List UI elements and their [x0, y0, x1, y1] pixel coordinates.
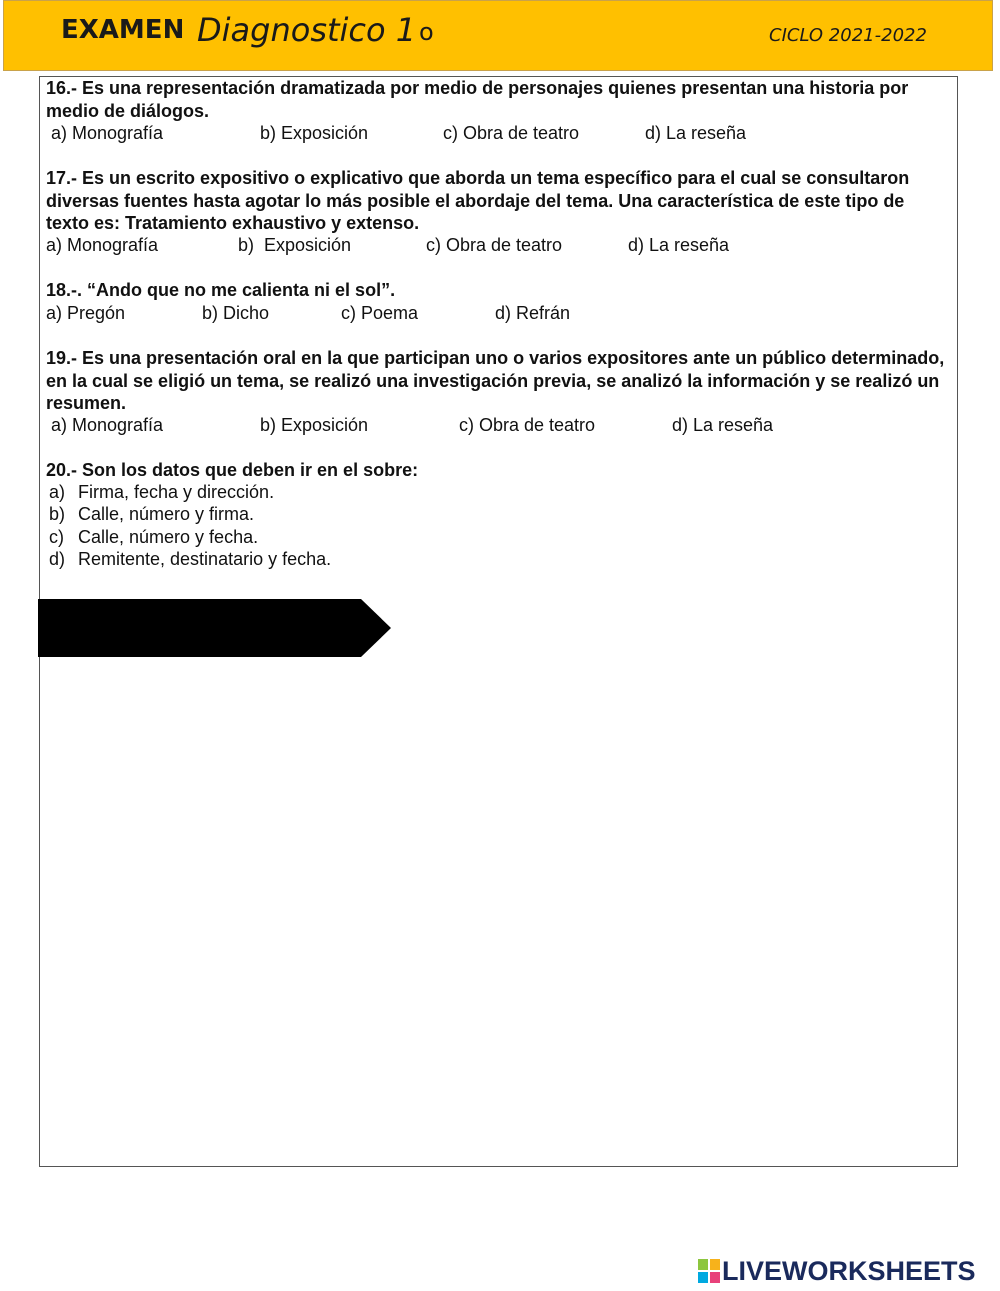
question-16-option-b[interactable]: b) Exposición — [260, 123, 369, 143]
question-19-option-c[interactable]: c) Obra de teatro — [459, 415, 596, 435]
option-letter: c) — [49, 527, 64, 547]
question-20-option-c[interactable] — [49, 526, 258, 549]
question-20-option-d[interactable] — [49, 548, 331, 571]
option-letter: b) — [49, 504, 66, 524]
question-16-option-a[interactable]: a) Monografía — [51, 123, 164, 143]
question-19-option-b[interactable]: b) Exposición — [260, 415, 369, 435]
question-17-option-b[interactable]: b) Exposición — [238, 235, 352, 255]
question-17-option-d[interactable]: d) La reseña — [628, 235, 730, 255]
question-18 — [46, 279, 951, 302]
question-19-stem: 19.- Es una presentación oral en la que participan uno o varios expositores ante un público determinado, en la cual se eligió un tema, se realizó una investigación previa, se analizó la información y se realizó un resumen. — [46, 348, 945, 413]
question-20-stem: 20.- Son los datos que deben ir en el sobre: — [46, 460, 419, 480]
question-16-option-d[interactable]: d) La reseña — [645, 123, 747, 143]
question-20 — [46, 459, 951, 482]
option-letter: d) — [49, 549, 66, 569]
question-20-option-a[interactable] — [49, 481, 274, 504]
liveworksheets-logo[interactable] — [698, 1257, 976, 1285]
question-17 — [46, 167, 951, 235]
option-text: Remitente, destinatario y fecha. — [78, 549, 332, 569]
question-18-option-d[interactable]: d) Refrán — [495, 303, 571, 323]
question-20-option-b[interactable] — [49, 503, 254, 526]
exam-title-italic: Diagnostico 1 — [197, 11, 417, 49]
black-arrow-banner — [38, 599, 391, 657]
question-18-option-b[interactable]: b) Dicho — [202, 303, 270, 323]
exam-title-bold: EXAMEN — [61, 15, 185, 45]
question-19 — [46, 347, 951, 415]
option-text: Calle, número y firma. — [78, 504, 255, 524]
question-17-option-c[interactable]: c) Obra de teatro — [426, 235, 563, 255]
question-19-option-d[interactable]: d) La reseña — [672, 415, 774, 435]
school-cycle: CICLO 2021-2022 — [769, 25, 927, 46]
question-19-option-a[interactable]: a) Monografía — [51, 415, 164, 435]
question-17-option-a[interactable]: a) Monografía — [46, 235, 159, 255]
question-16-stem: 16.- Es una representación dramatizada por medio de personajes quienes presentan una historia por medio de diálogos. — [46, 78, 909, 121]
question-16-option-c[interactable]: c) Obra de teatro — [443, 123, 580, 143]
question-18-option-c[interactable]: c) Poema — [341, 303, 419, 323]
question-17-stem: 17.- Es un escrito expositivo o explicativo que aborda un tema específico para el cual se consultaron diversas fuentes hasta agotar lo más posible el abordaje del tema. Una característica de este tipo de texto es: Tratamiento exhaustivo y extenso. — [46, 168, 910, 233]
option-text: Firma, fecha y dirección. — [78, 482, 275, 502]
option-text: Calle, número y fecha. — [78, 527, 259, 547]
question-18-stem: 18.-. “Ando que no me calienta ni el sol”. — [46, 280, 396, 300]
question-16 — [46, 77, 951, 122]
exam-title-suffix: o — [419, 18, 434, 46]
option-letter: a) — [49, 482, 66, 502]
liveworksheets-logo-text: LIVEWORKSHEETS — [722, 1255, 976, 1286]
exam-header — [3, 0, 993, 71]
liveworksheets-logo-icon — [698, 1259, 720, 1283]
question-18-option-a[interactable]: a) Pregón — [46, 303, 126, 323]
